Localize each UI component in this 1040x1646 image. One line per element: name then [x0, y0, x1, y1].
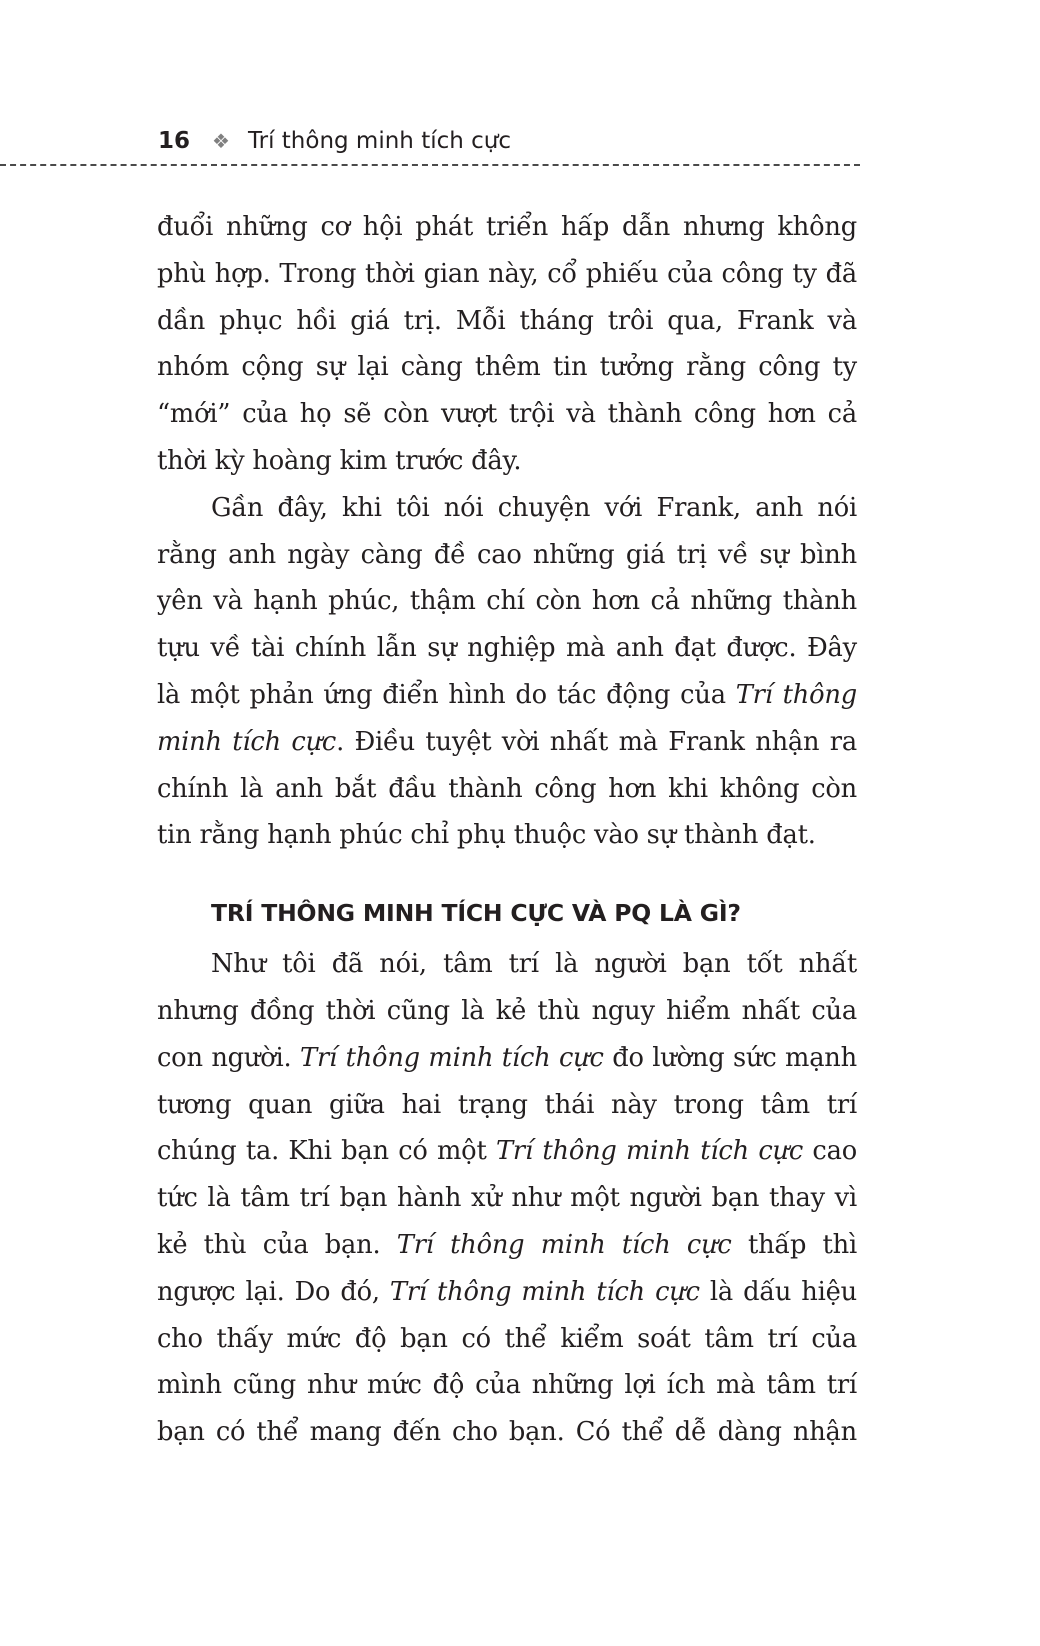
paragraph-3-italic-d: Trí thông minh tích cực	[389, 1276, 700, 1307]
section-heading: TRÍ THÔNG MINH TÍCH CỰC VÀ PQ LÀ GÌ?	[211, 899, 741, 928]
running-title: Trí thông minh tích cực	[247, 128, 512, 154]
paragraph-3-text-d: thấp thì ngược lại. Do đó,	[157, 1229, 857, 1307]
paragraph-3-text-a: Như tôi đã nói, tâm trí là người bạn tốt nhất nhưng đồng thời cũng là kẻ thù nguy hiểm nhất của con người.	[157, 949, 857, 1073]
paragraph-definition	[157, 941, 857, 1456]
paragraph-frank	[157, 485, 857, 859]
header-divider	[0, 164, 860, 166]
paragraph-3-italic-c: Trí thông minh tích cực	[396, 1229, 732, 1260]
body-text	[157, 204, 857, 1456]
paragraph-2-text-a: Gần đây, khi tôi nói chuyện với Frank, anh nói rằng anh ngày càng đề cao những giá trị về sự bình yên và hạnh phúc, thậm chí còn hơn cả những thành tựu về tài chính lẫn sự nghiệp mà anh đạt được. Đây là một phản ứng điển hình do tác động của	[157, 492, 857, 710]
paragraph-3-text-c: cao tức là tâm trí bạn hành xử như một người bạn thay vì kẻ thù của bạn.	[157, 1136, 857, 1260]
paragraph-3-italic-b: Trí thông minh tích cực	[495, 1136, 804, 1167]
paragraph-1-text: đuổi những cơ hội phát triển hấp dẫn nhưng không phù hợp. Trong thời gian này, cổ phiếu của công ty đã dần phục hồi giá trị. Mỗi tháng trôi qua, Frank và nhóm cộng sự lại càng thêm tin tưởng rằng công ty “mới” của họ sẽ còn vượt trội và thành công hơn cả thời kỳ hoàng kim trước đây.	[157, 212, 857, 476]
paragraph-continued	[157, 204, 857, 485]
page-number: 16	[158, 128, 191, 154]
paragraph-3-italic-a: Trí thông minh tích cực	[300, 1042, 604, 1073]
paragraph-3-text-b: đo lường sức mạnh tương quan giữa hai trạng thái này trong tâm trí chúng ta. Khi bạn có một	[157, 1042, 857, 1167]
paragraph-2-text-b: . Điều tuyệt vời nhất mà Frank nhận ra chính là anh bắt đầu thành công hơn khi không còn tin rằng hạnh phúc chỉ phụ thuộc vào sự thành đạt.	[157, 726, 857, 851]
ornament-icon: ❖	[212, 129, 230, 153]
paragraph-3-text-e: là dấu hiệu cho thấy mức độ bạn có thể kiểm soát tâm trí của mình cũng như mức độ của những lợi ích mà tâm trí bạn có thể mang đến cho bạn. Có thể dễ dàng nhận	[157, 1276, 857, 1448]
paragraph-2-italic-a: Trí thông minh tích cực	[157, 679, 857, 757]
running-header	[158, 124, 511, 158]
